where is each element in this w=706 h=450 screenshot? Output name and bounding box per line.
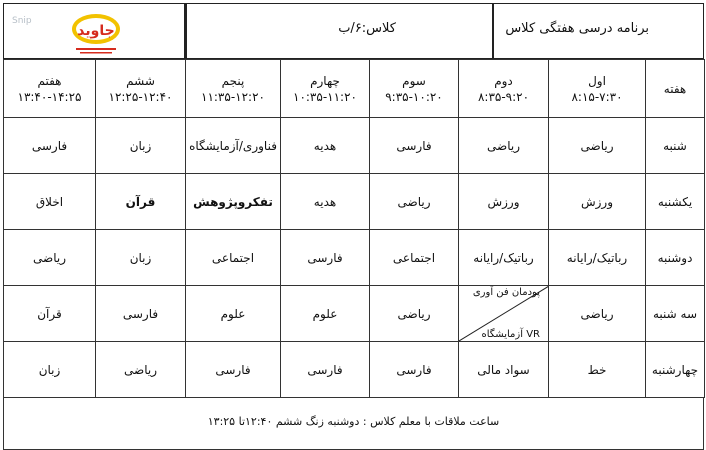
day-row-saturday [4,118,705,174]
cell: فارسی [186,342,281,398]
cell: ریاضی [4,230,96,286]
cell: فارسی [281,230,370,286]
cell: ریاضی [370,174,459,230]
day-row-monday [4,230,705,286]
cell: ورزش [549,174,646,230]
day-label: دوشنبه [646,230,705,286]
logo-cell [3,3,185,59]
col-header-4: چهارم ۱۰:۳۵-۱۱:۲۰ [281,60,370,118]
cell: زبان [4,342,96,398]
col-header-5: پنجم ۱۱:۳۵-۱۲:۲۰ [186,60,281,118]
watermark: Snip [12,16,32,26]
cell: قرآن [4,286,96,342]
col-header-3: سوم ۹:۳۵-۱۰:۲۰ [370,60,459,118]
cell: زبان [96,230,186,286]
cell: تفکروپژوهش [186,174,281,230]
page-title: برنامه درسی هفتگی کلاس [505,21,649,36]
cell: فارسی [4,118,96,174]
day-row-wednesday [4,342,705,398]
footer-note: ساعت ملاقات با معلم کلاس : دوشنبه زنگ ششم ۱۲:۴۰تا ۱۳:۲۵ [207,415,500,428]
cell: ریاضی [549,286,646,342]
day-label: سه شنبه [646,286,705,342]
school-logo [66,11,126,57]
schedule-table [3,59,705,398]
cell: ریاضی [459,118,549,174]
day-label: چهارشنبه [646,342,705,398]
cell: اخلاق [4,174,96,230]
cell: رباتیک/رایانه [459,230,549,286]
cell: علوم [281,286,370,342]
cell: اجتماعی [186,230,281,286]
corner-label: هفته [646,60,705,118]
day-row-tuesday [4,286,705,342]
title-cell [493,3,704,59]
split-top-label: پودمان فن آوری [472,287,540,298]
col-header-6: ششم ۱۲:۲۵-۱۲:۴۰ [96,60,186,118]
day-label: شنبه [646,118,705,174]
day-label: یکشنبه [646,174,705,230]
col-header-2: دوم ۸:۳۵-۹:۲۰ [459,60,549,118]
cell: فارسی [370,118,459,174]
cell: ریاضی [370,286,459,342]
class-cell [185,3,493,59]
cell: اجتماعی [370,230,459,286]
logo-text: جاوید [77,23,115,39]
cell: زبان [96,118,186,174]
header-row [4,60,705,118]
cell: رباتیک/رایانه [549,230,646,286]
class-label: کلاس:۶/ب [338,21,396,36]
cell: علوم [186,286,281,342]
cell: فناوری/آزمایشگاه [186,118,281,174]
split-bottom-label: آزمایشگاه VR [481,329,540,340]
cell: ریاضی [96,342,186,398]
cell: سواد مالی [459,342,549,398]
cell: فارسی [96,286,186,342]
col-header-7: هفتم ۱۳:۴۰-۱۴:۲۵ [4,60,96,118]
col-header-1: اول ۸:۱۵-۷:۳۰ [549,60,646,118]
cell: ورزش [459,174,549,230]
cell: فارسی [370,342,459,398]
split-cell [459,286,549,342]
cell: خط [549,342,646,398]
cell: هدیه [281,118,370,174]
cell: فارسی [281,342,370,398]
cell: قرآن [96,174,186,230]
cell: هدیه [281,174,370,230]
cell: ریاضی [549,118,646,174]
footer-note-cell [3,397,704,450]
day-row-sunday [4,174,705,230]
